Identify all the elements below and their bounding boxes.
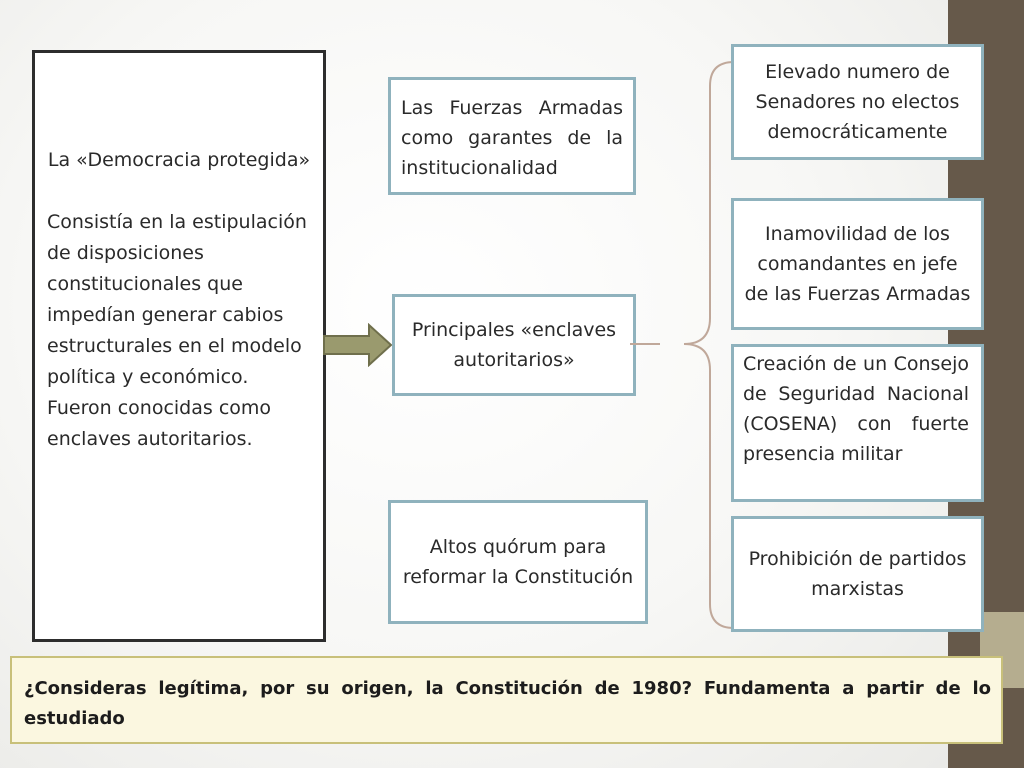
- main-title: La «Democracia protegida»: [47, 149, 311, 171]
- fuerzas-armadas-box: Las Fuerzas Armadas como garantes de la institucionalidad: [388, 77, 636, 195]
- main-description: Consistía en la estipulación de disposiciones constitucionales que impedían generar cabios estructurales en el modelo política y económico. Fueron conocidas como enclaves autoritarios.: [47, 211, 307, 450]
- prohibicion-box: Prohibición de partidos marxistas: [731, 516, 984, 632]
- question-prompt: ¿Consideras legítima, por su origen, la Constitución de 1980? Fundamenta a partir de lo estudiado: [10, 656, 1003, 744]
- enclaves-autoritarios-box: Principales «enclaves autoritarios»: [392, 294, 636, 396]
- altos-quorum-box: Altos quórum para reformar la Constitución: [388, 500, 648, 624]
- democracia-protegida-box: [32, 50, 326, 642]
- inamovilidad-box: Inamovilidad de los comandantes en jefe de las Fuerzas Armadas: [731, 198, 984, 330]
- right-arrow-icon: [323, 323, 393, 367]
- senadores-box: Elevado numero de Senadores no electos democráticamente: [731, 44, 984, 160]
- connector-brace: [630, 56, 740, 636]
- cosena-box: Creación de un Consejo de Seguridad Nacional (COSENA) con fuerte presencia militar: [731, 344, 984, 502]
